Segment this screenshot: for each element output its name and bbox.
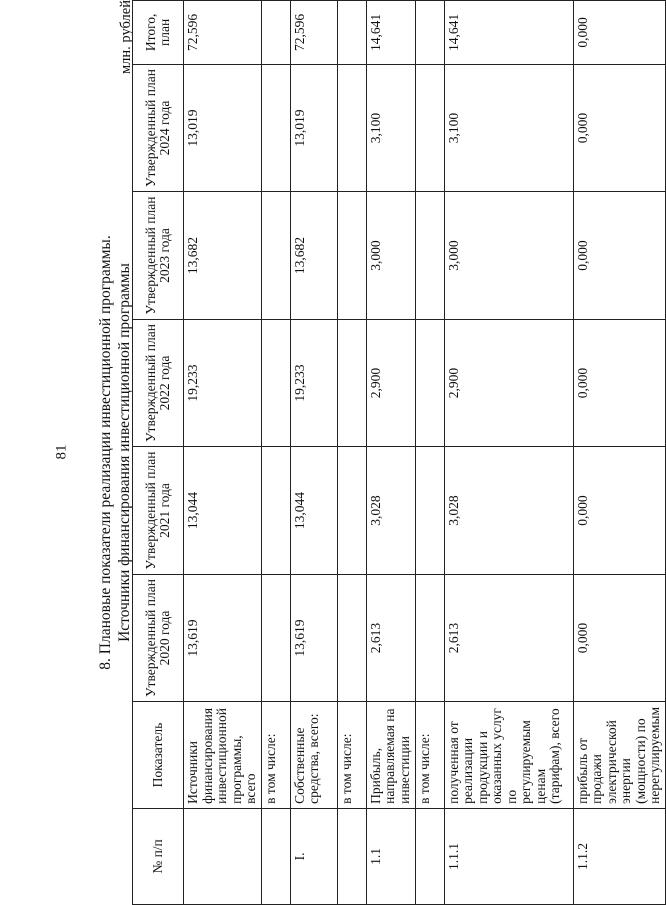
value-2024 [337,64,366,192]
value-2021: 3,028 [366,447,415,575]
value-2020 [415,574,444,702]
value-2023: 3,000 [444,192,573,320]
value-total [261,1,290,65]
row-num [415,808,444,904]
table-row [337,1,366,905]
value-2023: 13,682 [290,192,337,320]
row-num [337,808,366,904]
row-num: 1.1 [366,808,415,904]
value-2021: 13,044 [290,447,337,575]
row-indicator: Прибыль, направляемая на инвестиции [366,702,415,809]
value-2021 [261,447,290,575]
value-2022: 19,233 [184,319,262,447]
row-indicator: прибыль от продажи электрической энергии (мощности) по нерегулируемым [573,702,665,809]
header-2024: Утвержденный план 2024 года [133,64,184,192]
header-2022: Утвержденный план 2022 года [133,319,184,447]
value-2020 [261,574,290,702]
table-header-row [133,1,184,905]
value-2022: 2,900 [444,319,573,447]
value-total: 14,641 [444,1,573,65]
page-number: 81 [53,444,70,460]
row-num: I. [290,808,337,904]
value-2020: 13,619 [184,574,262,702]
units-label: млн. рублей [118,0,134,74]
value-2023: 3,000 [366,192,415,320]
value-2024: 3,100 [366,64,415,192]
value-2020: 13,619 [290,574,337,702]
value-2023: 13,682 [184,192,262,320]
row-indicator: в том числе: [415,702,444,809]
value-total [415,1,444,65]
value-2021: 3,028 [444,447,573,575]
value-total: 0,000 [573,1,665,65]
row-indicator: полученная от реализации продукции и оказанных услуг по регулируемым ценам (тарифам), всего [444,702,573,809]
value-2021 [337,447,366,575]
table-row [573,1,665,905]
value-2022: 2,900 [366,319,415,447]
value-2024: 13,019 [184,64,262,192]
value-2023 [415,192,444,320]
value-2022: 0,000 [573,319,665,447]
table-row [366,1,415,905]
value-2020: 0,000 [573,574,665,702]
table-row [415,1,444,905]
table-row [290,1,337,905]
row-indicator: в том числе: [261,702,290,809]
row-num [261,808,290,904]
table-row [261,1,290,905]
value-2023: 0,000 [573,192,665,320]
row-indicator: Источники финансирования инвестиционной программы, всего [184,702,262,809]
value-total: 14,641 [366,1,415,65]
value-2022: 19,233 [290,319,337,447]
table-row [444,1,573,905]
row-num [184,808,262,904]
row-num: 1.1.1 [444,808,573,904]
header-indicator: Показатель [133,702,184,809]
value-2023 [261,192,290,320]
value-2022 [261,319,290,447]
value-2024: 0,000 [573,64,665,192]
value-2024: 13,019 [290,64,337,192]
value-2022 [337,319,366,447]
value-2023 [337,192,366,320]
value-2024: 3,100 [444,64,573,192]
financing-sources-table [132,0,666,905]
value-2021 [415,447,444,575]
value-2024 [415,64,444,192]
value-total [337,1,366,65]
row-indicator: в том числе: [337,702,366,809]
value-2022 [415,319,444,447]
value-2020: 2,613 [444,574,573,702]
value-total: 72,596 [290,1,337,65]
header-2023: Утвержденный план 2023 года [133,192,184,320]
value-total: 72,596 [184,1,262,65]
value-2020: 2,613 [366,574,415,702]
header-total: Итого, план [133,1,184,65]
header-num: № п/п [133,808,184,904]
section-subtitle: Источники финансирования инвестиционной программы [116,263,133,642]
header-2020: Утвержденный план 2020 года [133,574,184,702]
table-row [184,1,262,905]
value-2024 [261,64,290,192]
value-2021: 0,000 [573,447,665,575]
header-2021: Утвержденный план 2021 года [133,447,184,575]
value-2020 [337,574,366,702]
row-indicator: Собственные средства, всего: [290,702,337,809]
section-title: 8. Плановые показатели реализации инвестиционной программы. [97,235,114,670]
value-2021: 13,044 [184,447,262,575]
row-num: 1.1.2 [573,808,665,904]
